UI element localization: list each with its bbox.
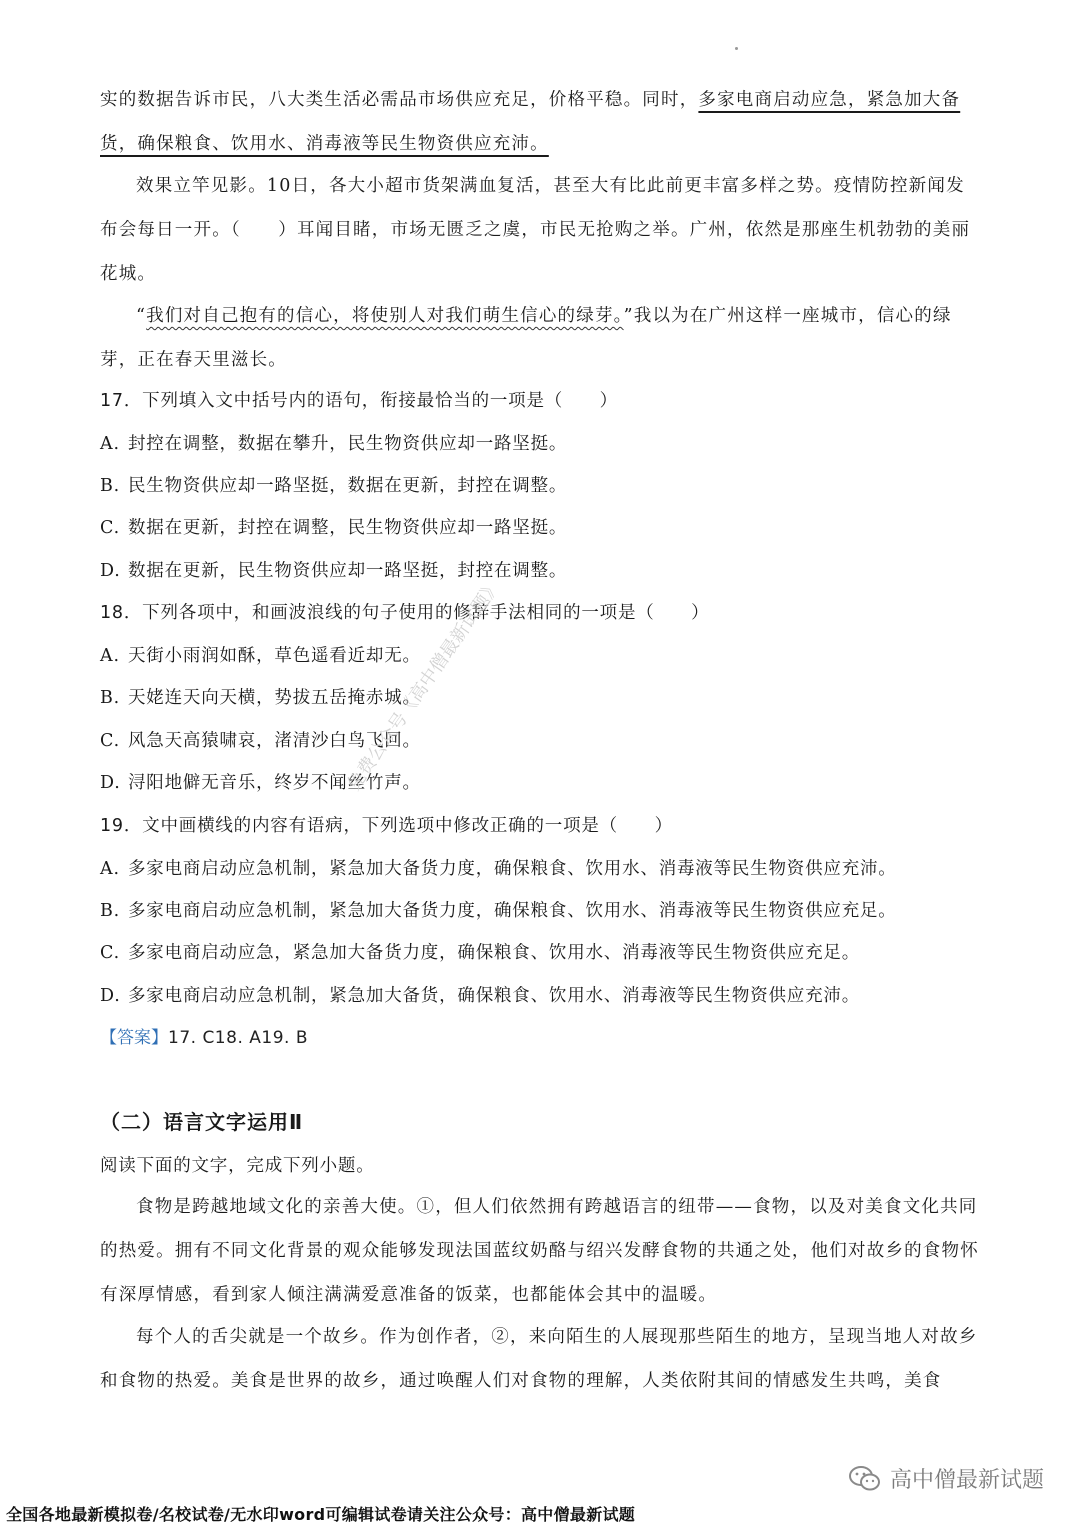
option-text: 数据在更新，民生物资供应却一路坚挺，封控在调整。: [128, 561, 568, 581]
passage-paragraph-2: 效果立竿见影。10日，各大小超市货架满血复活，甚至大有比此前更丰富多样之势。疫情防控新闻发布会每日一开。（ ）耳闻目睹，市场无匮乏之虞，市民无抢购之举。广州，依然是那座生机勃勃的美丽花城。: [100, 176, 971, 284]
brand-watermark: [848, 1463, 1044, 1494]
option-key: C.: [100, 731, 120, 751]
q17-option-b: [100, 472, 980, 500]
q19-option-a: [100, 855, 980, 883]
question-18-stem: 18．下列各项中，和画波浪线的句子使用的修辞手法相同的一项是（ ）: [100, 603, 710, 623]
q17-option-c: [100, 514, 980, 542]
option-text: 天街小雨润如酥，草色遥看近却无。: [128, 646, 421, 666]
option-key: D.: [100, 561, 121, 581]
option-text: 多家电商启动应急机制，紧急加大备货力度，确保粮食、饮用水、消毒液等民生物资供应充足。: [128, 901, 897, 921]
q19-option-d: [100, 982, 980, 1010]
underlined-sentence: 多家电商启动应急，紧急加大备货，确保粮食、饮用水、消毒液等民生物资供应充沛。: [100, 90, 961, 154]
option-text: 浔阳地僻无音乐，终岁不闻丝竹声。: [128, 773, 421, 793]
option-key: A.: [100, 434, 120, 454]
option-text: 多家电商启动应急，紧急加大备货力度，确保粮食、饮用水、消毒液等民生物资供应充足。: [128, 943, 860, 963]
quote-mark: “: [136, 306, 147, 326]
section2-paragraph-1: 食物是跨越地域文化的亲善大使。①，但人们依然拥有跨越语言的纽带——食物，以及对美食文化共同的热爱。拥有不同文化背景的观众能够发现法国蓝纹奶酪与绍兴发酵食物的共通之处，他们对故乡的食物怀有深厚情感，看到家人倾注满满爱意准备的饭菜，也都能体会其中的温暖。: [100, 1197, 979, 1305]
q18-option-a: [100, 642, 980, 670]
paragraph-text: 实的数据告诉市民，八大类生活必需品市场供应充足，价格平稳。同时，: [100, 90, 699, 110]
q17-option-a: [100, 430, 980, 458]
option-text: 数据在更新，封控在调整，民生物资供应却一路坚挺。: [128, 518, 568, 538]
option-key: B.: [100, 476, 121, 496]
brand-name: 高中僧最新试题: [889, 1468, 1044, 1493]
q19-option-c: [100, 939, 980, 967]
answer-tag: 【答案】: [100, 1028, 168, 1048]
footer-notice: 全国各地最新模拟卷/名校试卷/无水印word可编辑试卷请关注公众号：高中僧最新试题: [6, 1505, 636, 1524]
question-17-stem: 17．下列填入文中括号内的语句，衔接最恰当的一项是（ ）: [100, 391, 618, 411]
q18-option-d: [100, 769, 980, 797]
option-key: A.: [100, 859, 120, 879]
option-key: B.: [100, 901, 121, 921]
passage-paragraph-1: [100, 78, 980, 166]
option-text: 多家电商启动应急机制，紧急加大备货，确保粮食、饮用水、消毒液等民生物资供应充沛。: [128, 986, 860, 1006]
option-text: 天姥连天向天横，势拔五岳掩赤城。: [128, 688, 421, 708]
q18-option-b: [100, 684, 980, 712]
option-key: B.: [100, 688, 121, 708]
option-text: 封控在调整，数据在攀升，民生物资供应却一路坚挺。: [128, 434, 568, 454]
option-key: C.: [100, 943, 120, 963]
answer-value: 17. C18. A19. B: [168, 1028, 308, 1048]
option-text: 风急天高猿啸哀，渚清沙白鸟飞回。: [128, 731, 421, 751]
answer-line: [100, 1024, 308, 1052]
option-key: C.: [100, 518, 120, 538]
q19-option-b: [100, 897, 980, 925]
section2-paragraph-2: 每个人的舌尖就是一个故乡。作为创作者，②，来向陌生的人展现那些陌生的地方，呈现当地人对故乡和食物的热爱。美食是世界的故乡，通过唤醒人们对食物的理解，人类依附其间的情感发生共鸣，美食: [100, 1327, 978, 1391]
diagonal-watermark: 免费公众号《高中僧最新试题》: [343, 575, 506, 795]
option-key: D.: [100, 773, 121, 793]
section-instruction: 阅读下面的文字，完成下列小题。: [100, 1156, 375, 1176]
wavy-underlined-sentence: 我们对自己抱有的信心，将使别人对我们萌生信心的绿芽。: [146, 306, 624, 326]
q17-option-d: [100, 557, 980, 585]
option-key: D.: [100, 986, 121, 1006]
q18-option-c: [100, 727, 980, 755]
option-text: 民生物资供应却一路坚挺，数据在更新，封控在调整。: [128, 476, 568, 496]
option-key: A.: [100, 646, 120, 666]
option-text: 多家电商启动应急机制，紧急加大备货力度，确保粮食、饮用水、消毒液等民生物资供应充沛。: [128, 859, 897, 879]
question-19-stem: 19．文中画横线的内容有语病，下列选项中修改正确的一项是（ ）: [100, 816, 673, 836]
passage-paragraph-3: [100, 294, 980, 382]
section-title: （二）语言文字运用Ⅱ: [100, 1110, 304, 1134]
paragraph-text: ”我以为在广州这样一座城市，信心的绿芽，正在春天里滋长。: [100, 306, 952, 370]
scan-speck: [735, 47, 738, 50]
wechat-icon: [848, 1465, 882, 1493]
